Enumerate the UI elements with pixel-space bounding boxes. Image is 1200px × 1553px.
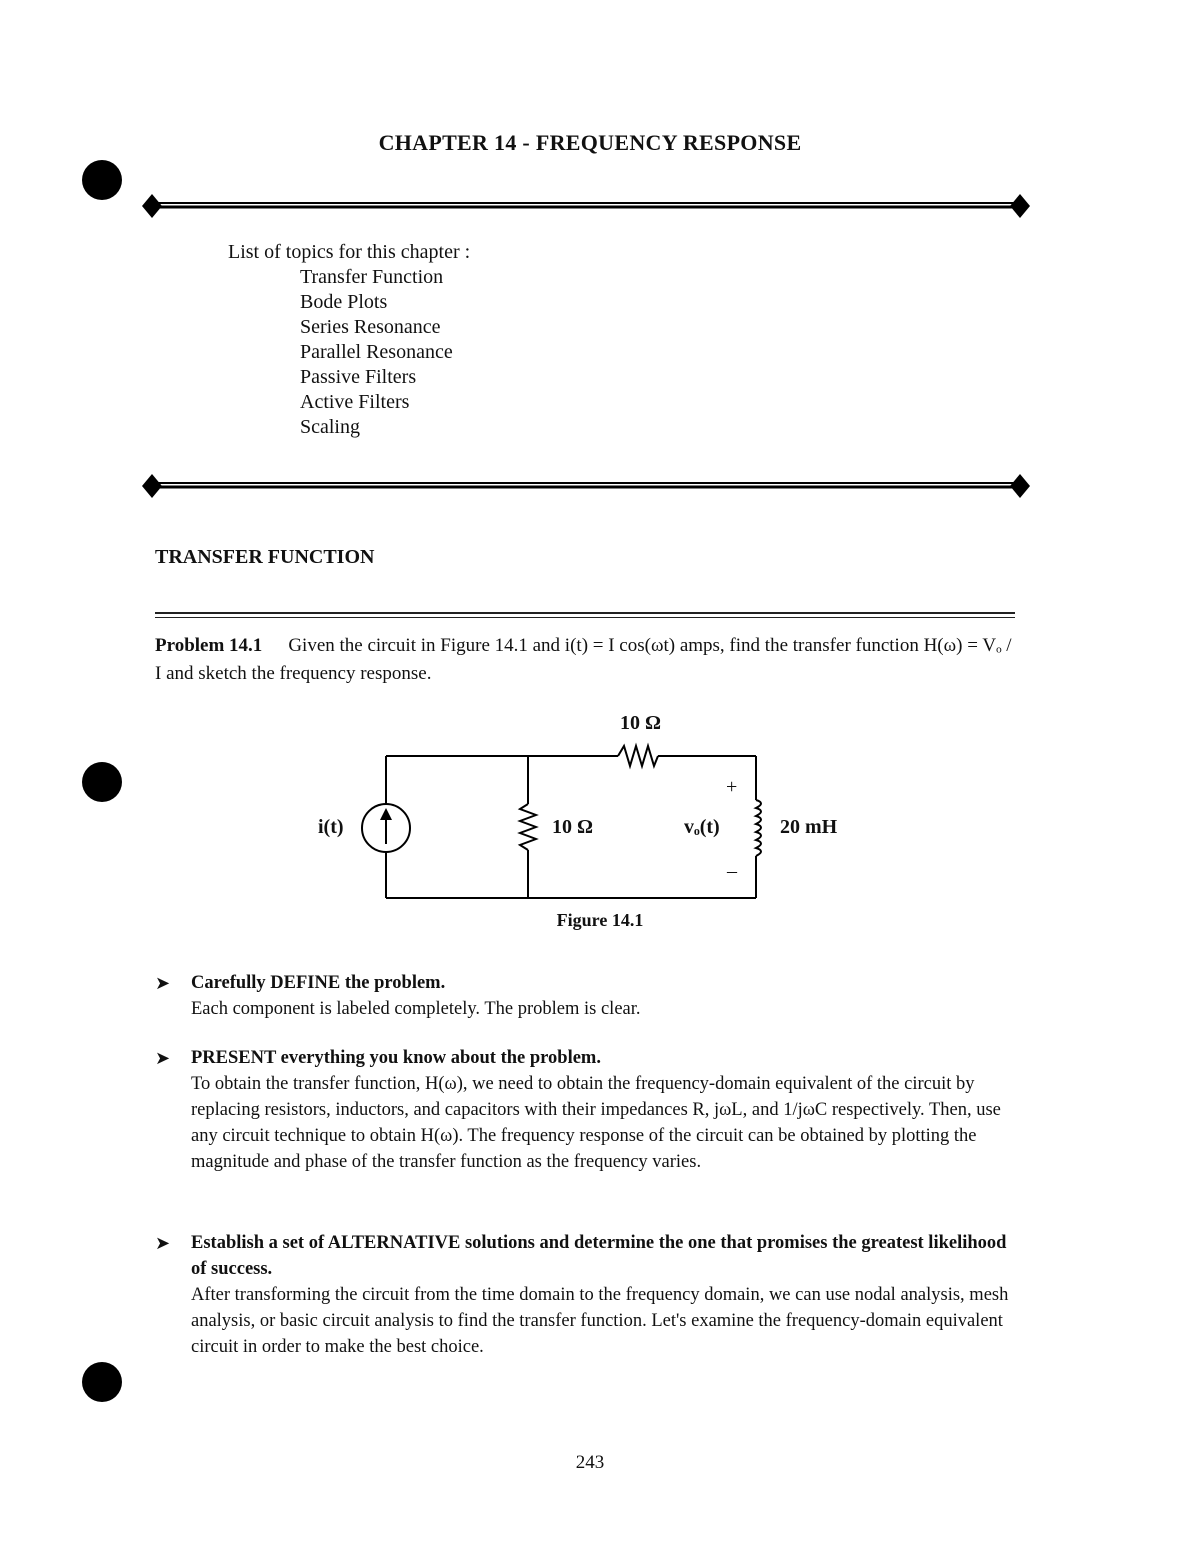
topic-item: Active Filters xyxy=(300,391,410,413)
circuit-diagram xyxy=(300,700,880,910)
section-rule-thin xyxy=(155,617,1015,618)
topics-intro: List of topics for this chapter : xyxy=(228,241,471,263)
step-body: Each component is labeled completely. The problem is clear. xyxy=(191,999,641,1019)
plus-sign: + xyxy=(726,776,738,798)
topic-item: Passive Filters xyxy=(300,366,417,388)
section-heading: TRANSFER FUNCTION xyxy=(155,546,375,568)
resistor-top-symbol xyxy=(618,746,658,766)
resistor-shunt-symbol xyxy=(520,804,536,850)
current-source-arrow xyxy=(380,808,392,820)
topic-item: Scaling xyxy=(300,416,360,438)
minus-sign: – xyxy=(727,860,737,882)
step-heading: Carefully DEFINE the problem. xyxy=(191,973,446,993)
inductor-symbol xyxy=(756,800,761,856)
topic-item: Parallel Resonance xyxy=(300,341,453,363)
topic-item: Transfer Function xyxy=(300,266,444,288)
step-present xyxy=(155,1045,1015,1175)
topic-item: Series Resonance xyxy=(300,316,441,338)
bullet-arrow-icon: ➤ xyxy=(155,973,171,993)
step-body: After transforming the circuit from the time domain to the frequency domain, we can use nodal analysis, mesh analysis, or basic circuit analysis to find the transfer function. Let's examine the frequency-domain equivalent circuit in order to make the best choice. xyxy=(191,1285,1009,1357)
divider-top xyxy=(142,192,1030,220)
chapter-title: CHAPTER 14 - FREQUENCY RESPONSE xyxy=(378,130,802,155)
step-define xyxy=(155,970,1015,1022)
step-body: To obtain the transfer function, H(ω), we need to obtain the frequency-domain equivalent of the circuit by replacing resistors, inductors, and capacitors with their impedances R, jωL, and 1/jωC respectively. Then, use any circuit technique to obtain H(ω). The frequency response of the circuit can be obtained by plotting the magnitude and phase of the transfer function as the frequency varies. xyxy=(191,1074,1001,1172)
resistor-top-label: 10 Ω xyxy=(620,712,662,734)
bullet-arrow-icon: ➤ xyxy=(155,1048,171,1068)
topic-item: Bode Plots xyxy=(300,291,388,313)
problem-label: Problem 14.1 xyxy=(155,635,263,656)
problem-statement xyxy=(155,632,1015,688)
step-alternatives xyxy=(155,1230,1015,1360)
page-number: 243 xyxy=(575,1452,605,1473)
inductor-label: 20 mH xyxy=(780,816,838,838)
punch-hole-middle xyxy=(82,762,122,802)
step-heading: Establish a set of ALTERNATIVE solutions and determine the one that promises the greatest likelihood of success. xyxy=(191,1233,1007,1279)
problem-text: Given the circuit in Figure 14.1 and i(t) = I cos(ωt) amps, find the transfer function H(ω) = Vₒ / I and sketch the frequency response. xyxy=(155,635,1012,684)
divider-bottom xyxy=(142,472,1030,500)
resistor-shunt-label: 10 Ω xyxy=(552,816,594,838)
source-label: i(t) xyxy=(318,816,344,838)
section-rule xyxy=(155,612,1015,614)
bullet-arrow-icon: ➤ xyxy=(155,1233,171,1253)
punch-hole-bottom xyxy=(82,1362,122,1402)
figure-caption: Figure 14.1 xyxy=(556,910,644,930)
output-voltage-label: vₒ(t) xyxy=(684,816,720,838)
punch-hole-top xyxy=(82,160,122,200)
step-heading: PRESENT everything you know about the problem. xyxy=(191,1048,601,1068)
topics-list xyxy=(228,240,470,440)
